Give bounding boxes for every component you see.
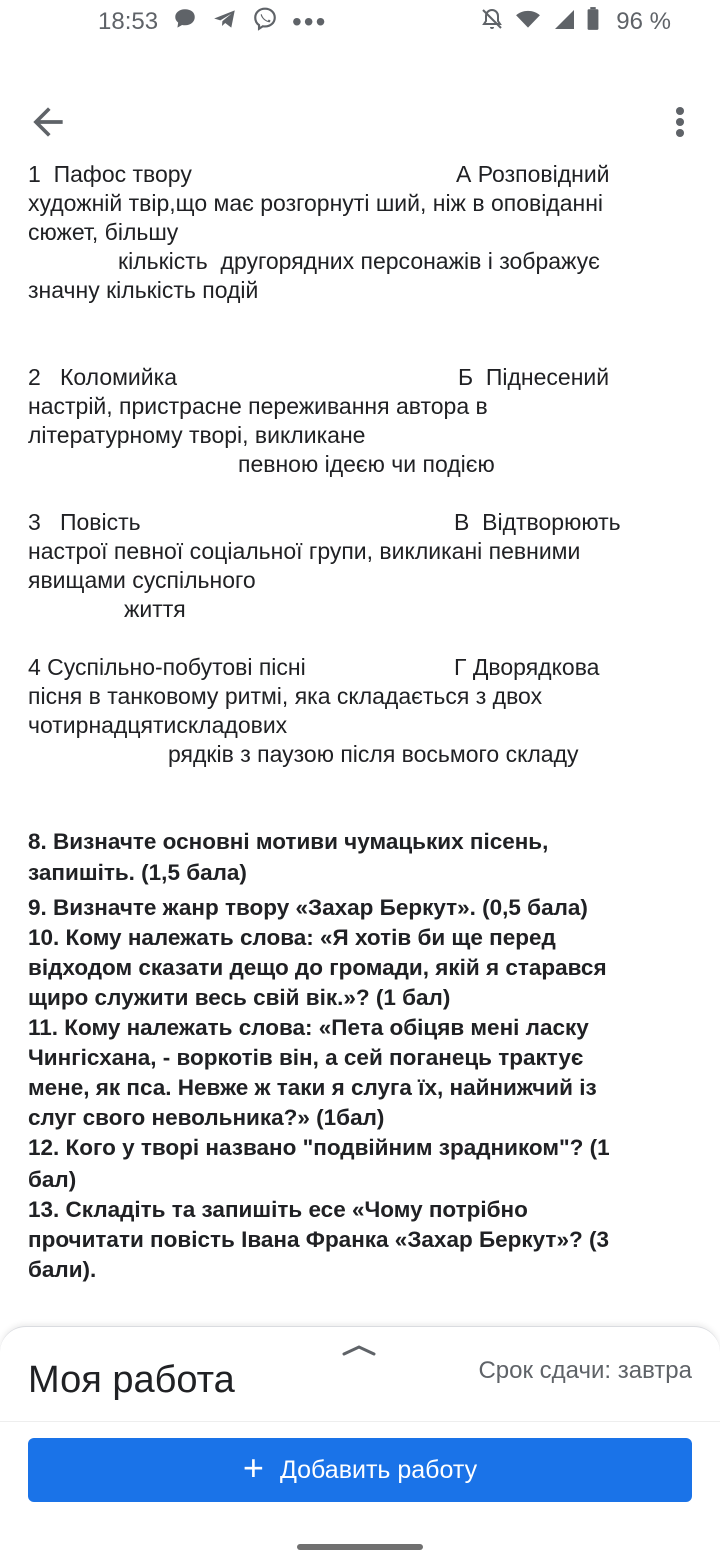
match-text: пісня в танковому ритмі, яка складається з двох (28, 683, 543, 709)
match-right-4: Г Дворядкова (454, 654, 600, 680)
match-text: настрій, пристрасне переживання автора в (28, 393, 488, 419)
match-text: життя (124, 596, 186, 622)
divider (0, 1421, 720, 1422)
clock: 18:53 (98, 8, 159, 35)
match-text: літературному творі, викликане (28, 422, 366, 448)
telegram-icon (212, 6, 238, 37)
match-text: чотирнадцятискладових (28, 712, 288, 738)
match-text: настрої певної соціальної групи, викликані певними (28, 538, 581, 564)
status-bar (0, 0, 720, 44)
question-line: запишіть. (1,5 бала) (28, 860, 247, 885)
question-line: мене, як пса. Невже ж таки я слуга їх, найнижчий із (28, 1075, 597, 1100)
add-work-button[interactable] (28, 1438, 692, 1502)
more-options-button[interactable] (662, 100, 698, 144)
arrow-back-icon (26, 100, 70, 144)
question-line: 9. Визначте жанр твору «Захар Беркут». (0,5 бала) (28, 895, 588, 920)
my-work-sheet[interactable] (0, 1326, 720, 1561)
question-line: щиро служити весь свій вік.»? (1 бал) (28, 985, 451, 1010)
question-line: бали). (28, 1257, 97, 1282)
more-vert-icon (662, 100, 698, 144)
signal-icon (552, 6, 576, 37)
match-right-2: Б Піднесений (458, 364, 610, 390)
match-text: кількість другорядних персонажів і зображує (118, 248, 600, 274)
expand-sheet-handle[interactable] (341, 1339, 377, 1359)
back-button[interactable] (26, 100, 70, 144)
question-line: відходом сказати дещо до громади, якій я старався (28, 955, 607, 980)
match-right-3: В Відтворюють (454, 509, 621, 535)
app-bar (0, 84, 720, 154)
overflow-notifications: ••• (292, 5, 328, 37)
match-left-3: 3 Повість (28, 509, 141, 535)
match-text: рядків з паузою після восьмого складу (168, 741, 579, 767)
sheet-title: Моя работа (28, 1359, 235, 1401)
system-icons (480, 6, 600, 37)
question-line: 10. Кому належать слова: «Я хотів би ще перед (28, 925, 556, 950)
match-text: певною ідеєю чи подією (238, 451, 495, 477)
gesture-nav-handle[interactable] (297, 1544, 423, 1550)
battery-percent: 96 % (616, 8, 671, 35)
match-text: сюжет, більшу (28, 219, 179, 245)
mute-icon (480, 6, 504, 37)
question-line: 11. Кому належать слова: «Пета обіцяв мені ласку (28, 1015, 589, 1040)
match-left-4: 4 Суспільно-побутові пісні (28, 654, 306, 680)
question-line: слуг свого невольника?» (1бал) (28, 1105, 385, 1130)
match-text: художній твір,що має розгорнуті ший, ніж в оповіданні (28, 190, 604, 216)
question-line: Чингісхана, - воркотів він, а сей поганець трактує (28, 1045, 584, 1070)
battery-icon (586, 6, 600, 37)
match-left-2: 2 Коломийка (28, 364, 177, 390)
match-left-1: 1 Пафос твору (28, 161, 192, 187)
due-date: Срок сдачи: завтра (478, 1357, 692, 1384)
question-line: 8. Визначте основні мотиви чумацьких пісень, (28, 829, 549, 854)
question-line: бал) (28, 1167, 77, 1192)
question-line: 12. Кого у творі названо "подвійним зрадником"? (1 (28, 1135, 610, 1160)
wifi-icon (514, 6, 542, 37)
add-work-label: Добавить работу (279, 1455, 478, 1484)
chevron-up-icon (341, 1339, 377, 1359)
question-line: 13. Складіть та запишіть есе «Чому потрібно (28, 1197, 528, 1222)
match-text: значну кількість подій (28, 277, 259, 303)
chat-icon (172, 6, 198, 37)
assignment-content (0, 160, 720, 1325)
viber-icon (252, 6, 278, 37)
question-line: прочитати повість Івана Франка «Захар Беркут»? (3 (28, 1227, 609, 1252)
match-text: явищами суспільного (28, 567, 256, 593)
plus-icon: + (242, 1447, 264, 1488)
match-right-1: А Розповідний (456, 161, 610, 187)
notification-icons (172, 6, 327, 37)
